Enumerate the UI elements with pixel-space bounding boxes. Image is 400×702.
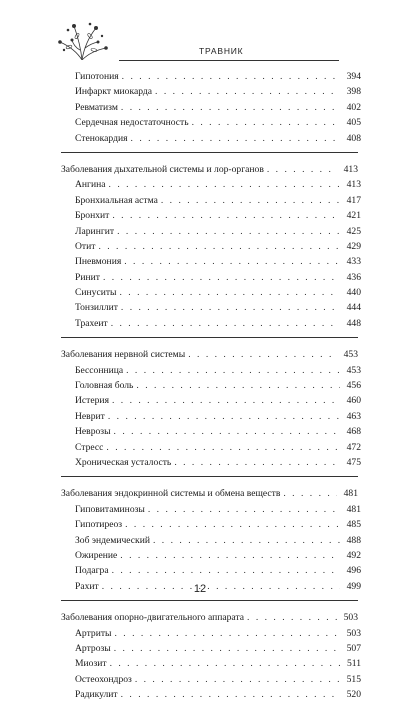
toc-item [61,393,361,408]
dot-leader [121,100,340,115]
toc-item-page: 456 [346,380,361,392]
toc-item-page: 499 [346,580,361,592]
toc-item [61,626,361,641]
dot-leader [124,254,340,269]
toc-item-label: Ринит [75,271,100,283]
dot-leader [108,409,340,424]
toc-item [61,177,361,192]
dot-leader [117,224,340,239]
toc-item-label: Гипотиреоз [75,519,123,531]
toc-item-page: 511 [346,658,361,670]
toc-item [61,363,361,378]
toc-item-label: Ангина [75,179,106,191]
toc-item [61,548,361,563]
toc-item-label: Рахит [75,580,99,592]
toc-item-page: 453 [346,364,361,376]
toc-item [61,440,361,455]
toc-item [61,239,361,254]
toc-item [61,656,361,671]
toc-item [61,502,361,517]
toc-section-title: Заболевания опорно-двигательного аппарата [61,612,245,624]
toc-item-page: 475 [346,456,361,468]
dot-leader [125,517,340,532]
dot-leader [131,131,340,146]
toc-item [61,378,361,393]
toc-item-page: 436 [346,271,361,283]
toc-item-label: Бронхиальная астма [75,194,158,206]
toc-item [61,224,361,239]
toc-item [61,100,361,115]
dot-leader [155,84,340,99]
intro-list [61,69,361,146]
dot-leader [247,610,337,625]
toc-item [61,533,361,548]
toc-item-page: 398 [346,86,361,98]
toc-item-label: Ревматизм [75,101,118,113]
table-of-contents [61,69,361,702]
dot-leader [122,69,340,84]
dot-leader [267,162,337,177]
toc-item-page: 440 [346,287,361,299]
dot-leader [121,687,340,702]
toc-section-page: 503 [343,612,358,624]
dot-leader [112,393,340,408]
toc-item-label: Истерия [75,395,109,407]
toc-item [61,84,361,99]
toc-item-page: 433 [346,256,361,268]
dot-leader [153,533,340,548]
toc-section-endocrine [61,486,361,594]
dot-leader [114,626,340,641]
toc-item-label: Головная боль [75,380,134,392]
toc-item-label: Подагра [75,565,109,577]
herb-sprig-icon [52,20,112,60]
header-rule [119,60,339,61]
dot-leader [148,502,340,517]
toc-item-page: 481 [346,503,361,515]
toc-item-page: 417 [346,194,361,206]
toc-item-page: 492 [346,549,361,561]
toc-section-title: Заболевания дыхательной системы и лор-органов [61,163,264,175]
toc-section-page: 413 [343,163,358,175]
toc-section-heading [61,347,358,362]
toc-item [61,270,361,285]
toc-item-label: Хроническая усталость [75,456,172,468]
section-divider [61,337,358,338]
toc-item-label: Пневмония [75,256,122,268]
toc-item-label: Ожирение [75,549,118,561]
toc-item-label: Артриты [75,627,112,639]
section-divider [61,600,358,601]
toc-item-label: Миозит [75,658,107,670]
toc-section-heading [61,610,358,625]
toc-item-label: Остеохондроз [75,673,132,685]
toc-item-page: 460 [346,395,361,407]
toc-item-label: Гиповитаминозы [75,503,145,515]
toc-item-label: Гипотония [75,71,119,82]
toc-section-page: 481 [343,488,358,500]
toc-item-label: Бронхит [75,210,110,222]
dot-leader [192,115,340,130]
toc-item [61,409,361,424]
toc-item-label: Артрозы [75,642,111,654]
dot-leader [121,300,340,315]
section-divider [61,152,358,153]
toc-item [61,687,361,702]
toc-item-page: 520 [346,689,361,701]
toc-item [61,517,361,532]
toc-item [61,193,361,208]
toc-item-page: 402 [346,101,361,113]
toc-section-heading [61,486,358,501]
toc-item [61,563,361,578]
toc-item-page: 394 [346,71,361,82]
toc-item-page: 488 [346,534,361,546]
toc-section-page: 453 [343,349,358,361]
toc-item-page: 496 [346,565,361,577]
toc-item-label: Отит [75,240,96,252]
toc-item-label: Зоб эндемический [75,534,150,546]
dot-leader [120,285,341,300]
toc-item [61,316,361,331]
dot-leader [136,378,340,393]
dot-leader [120,548,340,563]
toc-item-label: Тонзиллит [75,302,118,314]
toc-item-label: Трахеит [75,317,108,329]
toc-item [61,424,361,439]
dot-leader [283,486,337,501]
dot-leader [114,424,340,439]
toc-item-label: Ларингит [75,225,115,237]
page-number: 12 [193,583,207,595]
dot-leader [98,239,340,254]
toc-item-page: 472 [346,441,361,453]
toc-item-page: 444 [346,302,361,314]
toc-item-page: 413 [346,179,361,191]
toc-item [61,131,361,146]
dot-leader [188,347,337,362]
dot-leader [106,440,340,455]
toc-item-page: 429 [346,240,361,252]
toc-item [61,208,361,223]
toc-item-page: 405 [346,117,361,129]
running-header-title: ТРАВНИК [199,46,244,56]
toc-item-page: 507 [346,642,361,654]
dot-leader [114,641,340,656]
toc-item-page: 515 [346,673,361,685]
toc-section-respiratory [61,162,361,331]
toc-item-page: 448 [346,317,361,329]
toc-section-musculoskeletal [61,610,361,702]
toc-item-label: Неврит [75,410,105,422]
toc-item-label: Сердечная недостаточность [75,117,189,129]
dot-leader [112,563,340,578]
toc-item [61,641,361,656]
dot-leader [109,177,340,192]
dot-leader [110,656,340,671]
toc-section-title: Заболевания эндокринной системы и обмена веществ [61,488,281,500]
dot-leader [111,316,340,331]
toc-item-page: 425 [346,225,361,237]
toc-item [61,455,361,470]
toc-item-label: Стенокардия [75,132,128,144]
dot-leader [174,455,340,470]
toc-section-heading [61,162,358,177]
toc-section-nervous [61,347,361,470]
dot-leader [126,363,340,378]
toc-section-title: Заболевания нервной системы [61,349,186,361]
dot-leader [103,270,340,285]
toc-item-page: 503 [346,627,361,639]
toc-item-label: Неврозы [75,426,111,438]
toc-item-label: Синуситы [75,287,117,299]
toc-item-label: Стресс [75,441,104,453]
dot-leader [112,208,340,223]
toc-item [61,285,361,300]
toc-item [61,672,361,687]
toc-item-page: 485 [346,519,361,531]
dot-leader [135,672,340,687]
toc-item-page: 408 [346,132,361,144]
toc-item [61,69,361,84]
toc-item [61,300,361,315]
toc-item-page: 421 [346,210,361,222]
toc-item-label: Инфаркт миокарда [75,86,153,98]
dot-leader [161,193,340,208]
toc-item-page: 468 [346,426,361,438]
section-divider [61,476,358,477]
toc-item-label: Бессонница [75,364,124,376]
toc-item-page: 463 [346,410,361,422]
toc-item [61,254,361,269]
toc-item-label: Радикулит [75,689,118,701]
toc-item [61,115,361,130]
